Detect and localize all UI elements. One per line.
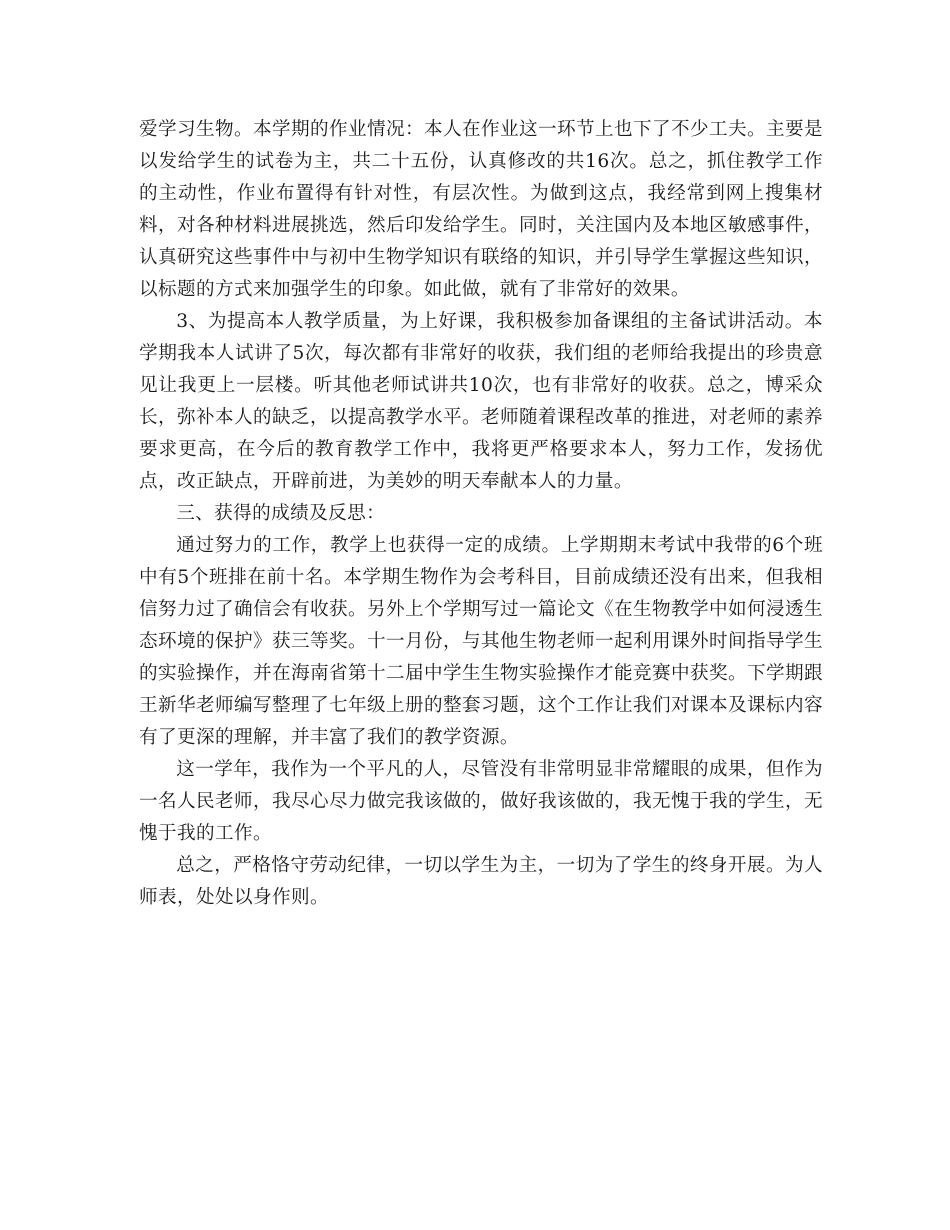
paragraph-trial-teaching: 3、为提高本人教学质量，为上好课，我积极参加备课组的主备试讲活动。本学期我本人试讲了5次，每次都有非常好的收获，我们组的老师给我提出的珍贵意见让我更上一层楼。听其他老师试讲共10次，也有非常好的收获。总之，博采众长，弥补本人的缺乏，以提高教学水平。老师随着课程改革的推进，对老师的素养要求更高，在今后的教育教学工作中，我将更严格要求本人，努力工作，发扬优点，改正缺点，开辟前进，为美妙的明天奉献本人的力量。 bbox=[139, 311, 823, 492]
paragraph-reflection: 这一学年，我作为一个平凡的人，尽管没有非常明显非常耀眼的成果，但作为一名人民老师，我尽心尽力做完我该做的，做好我该做的，我无愧于我的学生，无愧于我的工作。 bbox=[139, 759, 823, 844]
section-heading-achievements: 三、获得的成绩及反思： bbox=[176, 503, 386, 524]
paragraph-homework: 爱学习生物。本学期的作业情况：本人在作业这一环节上也下了不少工夫。主要是以发给学生的试卷为主，共二十五份，认真修改的共16次。总之，抓住教学工作的主动性，作业布置得有针对性，有层次性。为做到这点，我经常到网上搜集材料，对各种材料进展挑选，然后印发给学生。同时，关注国内及本地区敏感事件，认真研究这些事件中与初中生物学知识有联络的知识，并引导学生掌握这些知识，以标题的方式来加强学生的印象。如此做，就有了非常好的效果。 bbox=[139, 119, 823, 300]
document-body bbox=[139, 114, 823, 914]
paragraph-achievements: 通过努力的工作，教学上也获得一定的成绩。上学期期末考试中我带的6个班中有5个班排在前十名。本学期生物作为会考科目，目前成绩还没有出来，但我相信努力过了确信会有收获。另外上个学期写过一篇论文《在生物教学中如何浸透生态环境的保护》获三等奖。十一月份，与其他生物老师一起利用课外时间指导学生的实验操作，并在海南省第十二届中学生生物实验操作才能竞赛中获奖。下学期跟王新华老师编写整理了七年级上册的整套习题，这个工作让我们对课本及课标内容有了更深的理解，并丰富了我们的教学资源。 bbox=[139, 535, 823, 748]
paragraph-conclusion: 总之，严格恪守劳动纪律，一切以学生为主，一切为了学生的终身开展。为人师表，处处以身作则。 bbox=[139, 855, 823, 908]
